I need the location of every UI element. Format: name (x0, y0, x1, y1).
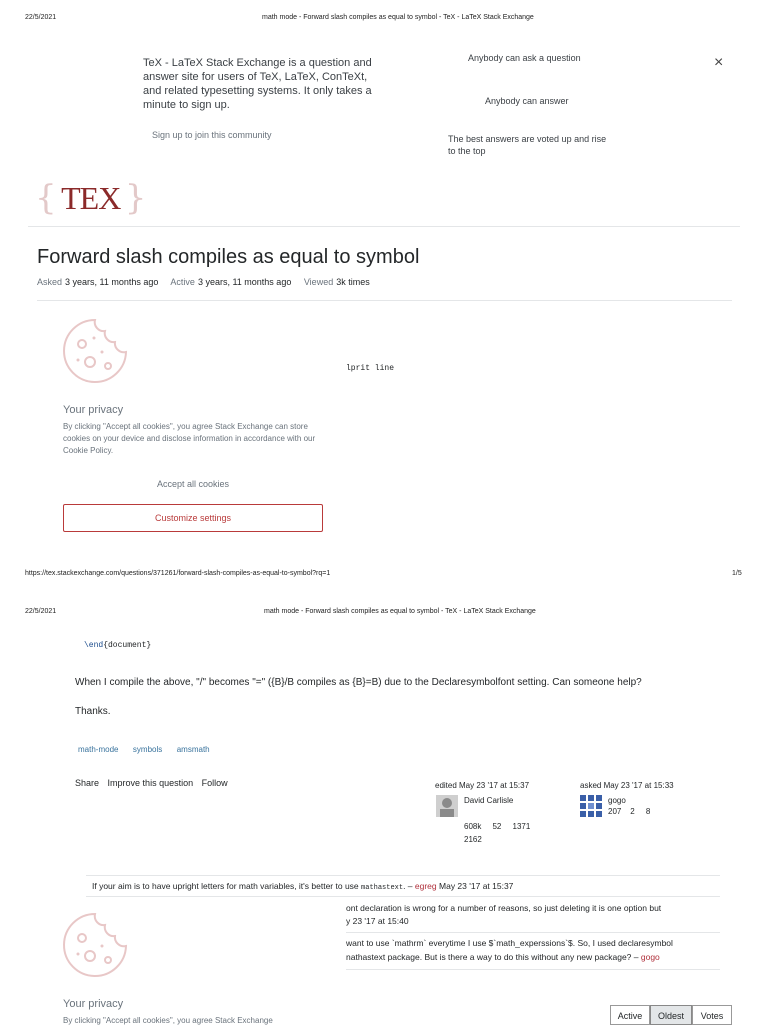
code-fragment: lprit line (346, 364, 395, 373)
privacy-dialog (40, 310, 346, 542)
print-header-date: 22/5/2021 (25, 608, 57, 615)
comment: If your aim is to have upright letters for math variables, it's better to use mathastext. – egreg May 23 '17 at 15:37 (92, 881, 514, 892)
banner-description: TeX - LaTeX Stack Exchange is a question and answer site for users of TeX, LaTeX, ConTeXt, and related typesetting systems. It only takes a minute to sign up. (143, 57, 372, 111)
tag-list (75, 739, 217, 757)
user-avatar-icon (436, 795, 458, 817)
asker-name[interactable]: gogo (608, 796, 626, 805)
privacy-text: By clicking "Accept all cookies", you agree Stack Exchange (63, 1016, 273, 1025)
comment-user-link[interactable]: egreg (414, 881, 437, 891)
editor-stats: 608k 52 1371 (464, 822, 531, 831)
signup-link[interactable]: Sign up to join this community (152, 130, 272, 140)
banner-point-answer: Anybody can answer (485, 96, 569, 106)
avatar[interactable] (436, 795, 458, 817)
cookie-icon (60, 910, 130, 980)
asked-date: asked May 23 '17 at 15:33 (580, 781, 674, 790)
comment-line: nathastext package. But is there a way to do this without any new package? – gogo (346, 952, 660, 962)
print-header-date: 22/5/2021 (25, 14, 57, 21)
editor-name[interactable]: David Carlisle (464, 796, 514, 805)
print-header-title: math mode - Forward slash compiles as equal to symbol - TeX - LaTeX Stack Exchange (262, 14, 534, 21)
asker-stats: 207 2 8 (608, 807, 651, 816)
tag-amsmath[interactable]: amsmath (174, 742, 213, 757)
close-icon[interactable]: × (714, 54, 724, 71)
comment-user-link[interactable]: gogo (640, 952, 660, 962)
divider (86, 875, 720, 876)
comment-line: ont declaration is wrong for a number of reasons, so just deleting it is one option but (346, 903, 662, 913)
privacy-dialog (40, 902, 346, 1024)
print-header-title: math mode - Forward slash compiles as equal to symbol - TeX - LaTeX Stack Exchange (264, 608, 536, 615)
banner-point-voted: The best answers are voted up and rise to the top (448, 134, 607, 156)
privacy-heading: Your privacy (63, 998, 124, 1010)
editor-stats-extra: 2162 (464, 835, 482, 844)
site-logo[interactable] (35, 178, 146, 222)
sort-votes-button[interactable]: Votes (692, 1005, 732, 1025)
cookie-icon (60, 316, 130, 386)
print-footer-page: 1/5 (732, 570, 742, 577)
logo-text: TEX (61, 180, 121, 216)
logo-left-brace: { (35, 178, 57, 218)
tag-math-mode[interactable]: math-mode (75, 742, 121, 757)
divider (86, 896, 720, 897)
comment-line: want to use `mathrm` everytime I use $`math_experssions`$. So, I used declaresymbol (346, 938, 673, 948)
identicon-icon (580, 795, 602, 817)
question-body: When I compile the above, "/" becomes "=" ({B}/B compiles as {B}=B) due to the Declaresymbolfont setting. Can someone help? (75, 677, 642, 688)
print-footer-url: https://tex.stackexchange.com/questions/371261/forward-slash-compiles-as-equal-to-symbol?rq=1 (25, 570, 331, 577)
tag-symbols[interactable]: symbols (130, 742, 165, 757)
edited-date[interactable]: edited May 23 '17 at 15:37 (435, 781, 530, 790)
follow-link[interactable]: Follow (201, 778, 228, 788)
divider (37, 300, 732, 301)
post-menu (75, 778, 234, 788)
question-thanks: Thanks. (75, 706, 111, 717)
comment-line: y 23 '17 at 15:40 (346, 916, 409, 926)
question-title[interactable]: Forward slash compiles as equal to symbol (37, 246, 420, 268)
divider (28, 226, 740, 227)
question-meta: Asked 3 years, 11 months ago Active 3 years, 11 months ago Viewed 3k times (37, 277, 370, 287)
avatar[interactable] (580, 795, 602, 817)
sort-oldest-button[interactable]: Oldest (650, 1005, 692, 1025)
customize-settings-button[interactable]: Customize settings (63, 504, 323, 532)
sort-active-button[interactable]: Active (610, 1005, 650, 1025)
accept-cookies-button[interactable]: Accept all cookies (156, 479, 230, 489)
code-end-line: \end{document} (84, 641, 152, 650)
divider (346, 932, 720, 933)
banner-point-ask: Anybody can ask a question (468, 53, 581, 63)
divider (346, 969, 720, 970)
privacy-text: By clicking "Accept all cookies", you agree Stack Exchange can store cookies on your device and disclose information in accordance with our Cookie Policy. (63, 422, 316, 455)
privacy-heading: Your privacy (63, 404, 124, 416)
share-link[interactable]: Share (75, 778, 100, 788)
improve-question-link[interactable]: Improve this question (107, 778, 194, 788)
logo-right-brace: } (124, 178, 147, 218)
